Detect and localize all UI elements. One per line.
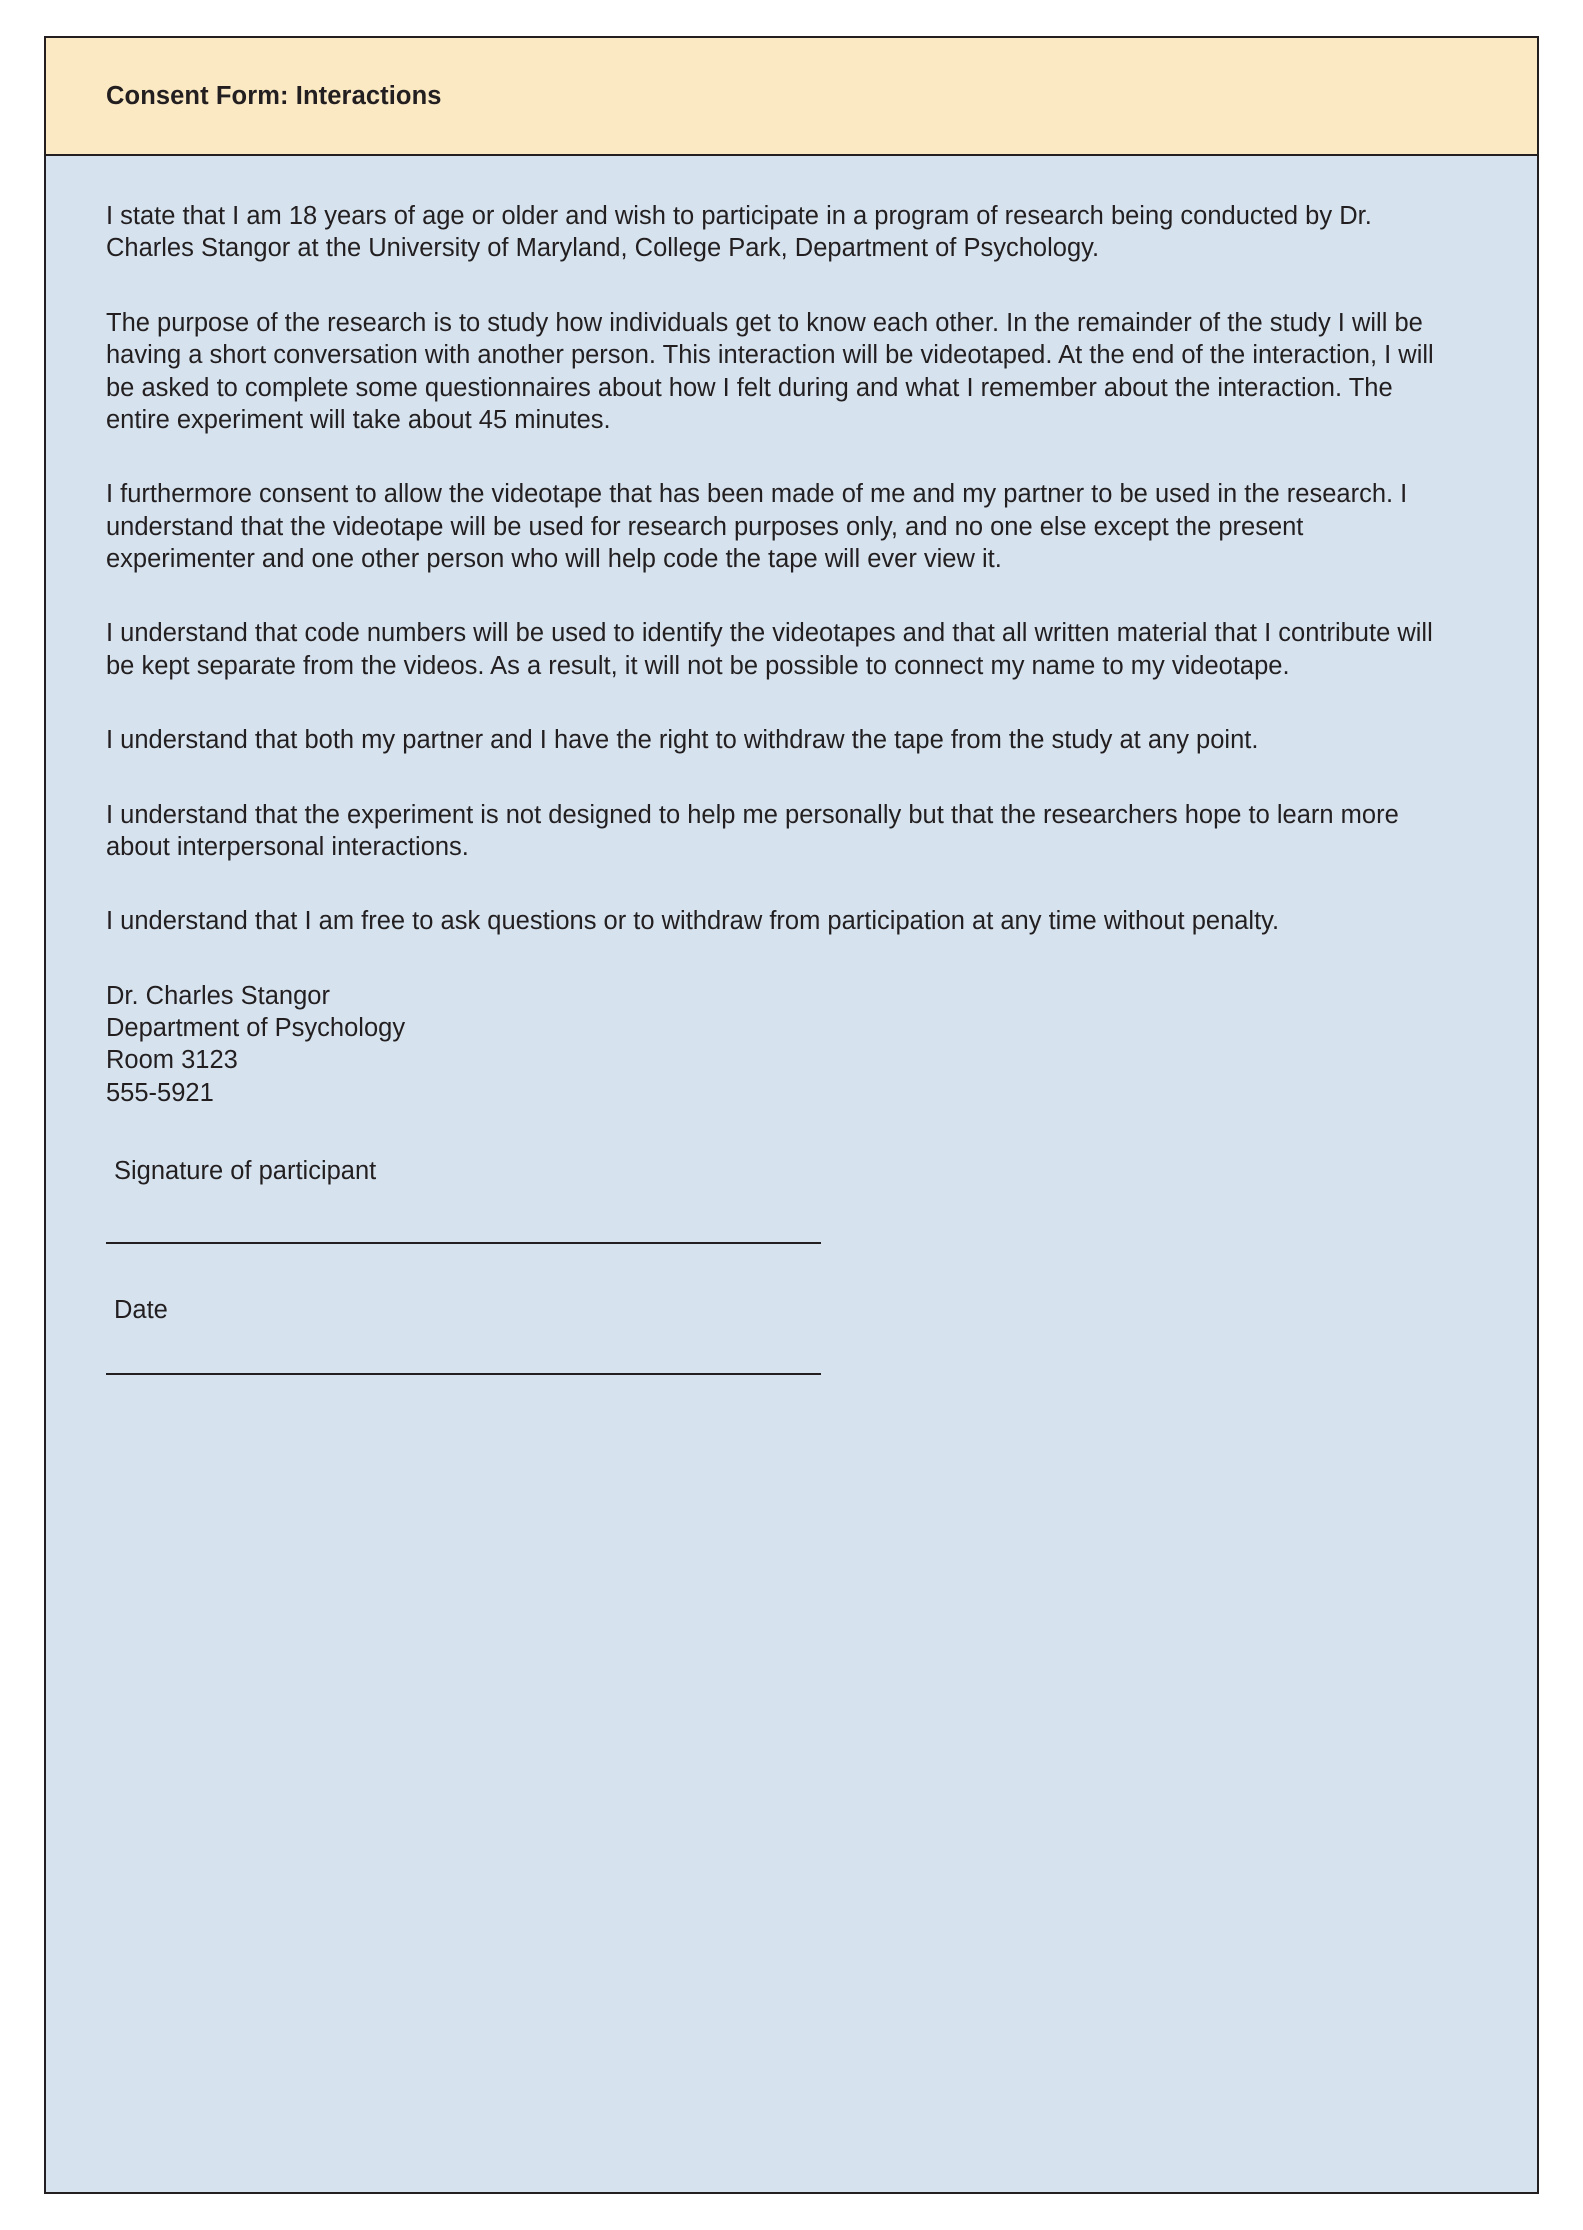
page-title: Consent Form: Interactions: [106, 81, 442, 110]
form-body: [46, 156, 1537, 1375]
paragraph-free-to-withdraw: I understand that I am free to ask questions or to withdraw from participation at any time without penalty.: [106, 907, 1280, 936]
form-header: [46, 38, 1537, 156]
date-label: Date: [114, 1296, 168, 1325]
researcher-phone: 555-5921: [106, 1078, 214, 1107]
paragraph-purpose: The purpose of the research is to study how individuals get to know each other. In the remainder of the study I will be having a short conversation with another person. This interaction will be videotaped. At the end of the interaction, I will be asked to complete some questionnaires about how I felt during and what I remember about the interaction. The entire experiment will take about 45 minutes.: [106, 308, 1434, 434]
researcher-room: Room 3123: [106, 1046, 238, 1075]
paragraph-age-consent: I state that I am 18 years of age or older and wish to participate in a program of research being conducted by Dr. Charles Stangor at the University of Maryland, College Park, Department of Psychology.: [106, 202, 1372, 263]
date-input-line[interactable]: [106, 1373, 821, 1375]
paragraph-no-personal-benefit: I understand that the experiment is not designed to help me personally but that the researchers hope to learn more about interpersonal interactions.: [106, 800, 1399, 861]
researcher-department: Department of Psychology: [106, 1014, 406, 1042]
researcher-name: Dr. Charles Stangor: [106, 981, 330, 1010]
signature-input-line[interactable]: [106, 1242, 821, 1244]
researcher-contact-block: [106, 980, 1477, 1110]
paragraph-withdraw-tape: I understand that both my partner and I have the right to withdraw the tape from the study at any point.: [106, 726, 1259, 755]
consent-form-card: [44, 36, 1539, 2194]
paragraph-videotape-consent: I furthermore consent to allow the videotape that has been made of me and my partner to be used in the research. I understand that the videotape will be used for research purposes only, and no one else except the present experimenter and one other person who will help code the tape will ever view it.: [106, 480, 1408, 573]
paragraph-code-numbers: I understand that code numbers will be used to identify the videotapes and that all written material that I contribute will be kept separate from the videos. As a result, it will not be possible to connect my name to my videotape.: [106, 619, 1433, 680]
signature-label: Signature of participant: [114, 1157, 377, 1186]
